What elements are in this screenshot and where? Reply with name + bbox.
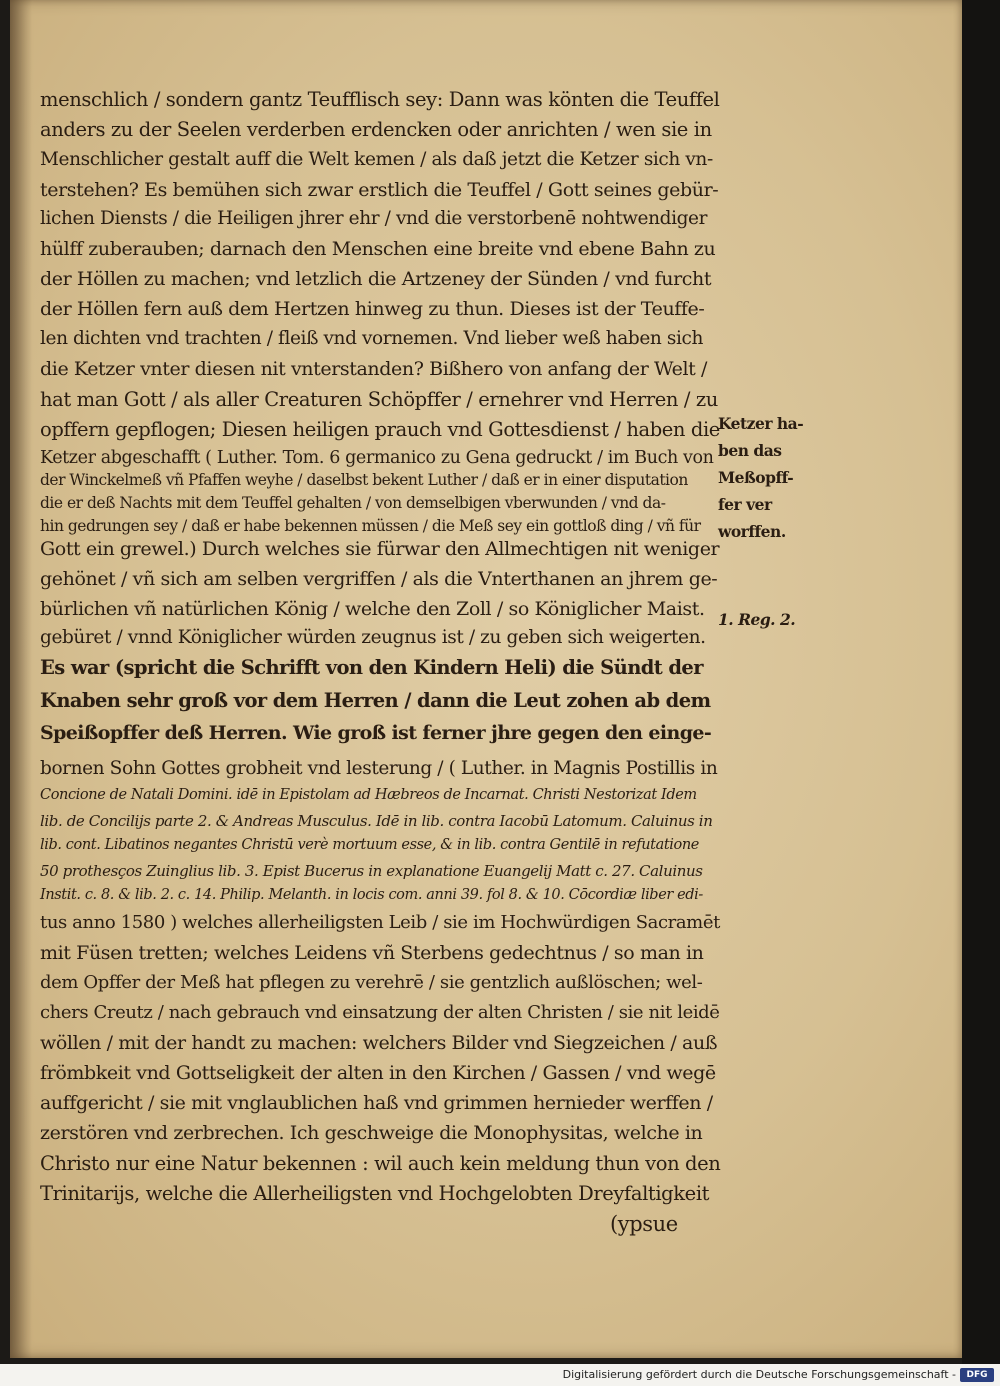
text-line: tus anno 1580 ) welches allerheiligsten Leib / sie im Hochwürdigen Sacramēt xyxy=(40,912,720,933)
text-line: der Höllen zu machen; vnd letzlich die Artzeney der Sünden / vnd furcht xyxy=(40,268,712,290)
text-line: dem Opffer der Meß hat pflegen zu verehrē / sie gentzlich außlöschen; wel- xyxy=(40,972,703,993)
margin-note-line: ben das xyxy=(718,441,782,460)
catchword: (ypsue xyxy=(610,1212,678,1236)
text-line: Ketzer abgeschafft ( Luther. Tom. 6 germanico zu Gena gedruckt / im Buch von xyxy=(40,448,714,468)
citation-line: der Winckelmeß vñ Pfaffen weyhe / daselbst bekent Luther / daß er in einer disputation xyxy=(40,471,688,489)
margin-note-line: Ketzer ha- xyxy=(718,414,804,433)
text-line: hülff zuberauben; darnach den Menschen eine breite vnd ebene Bahn zu xyxy=(40,238,716,260)
text-line: die Ketzer vnter diesen nit vnterstanden? Bißhero von anfang der Welt / xyxy=(40,358,708,380)
text-line: Menschlicher gestalt auff die Welt kemen / als daß jetzt die Ketzer sich vn- xyxy=(40,149,713,170)
text-line: hat man Gott / als aller Creaturen Schöpffer / ernehrer vnd Herren / zu xyxy=(40,388,718,411)
text-line: Trinitarijs, welche die Allerheiligsten vnd Hochgelobten Dreyfaltigkeit xyxy=(40,1182,710,1205)
dfg-logo-icon: DFG xyxy=(960,1368,994,1382)
text-line: gehönet / vñ sich am selben vergriffen / als die Vnterthanen an jhrem ge- xyxy=(40,568,718,590)
text-line: opffern gepflogen; Diesen heiligen prauch vnd Gottesdienst / haben die xyxy=(40,418,720,441)
latin-citation-line: lib. cont. Libatinos negantes Christū verè mortuum esse, & in lib. contra Gentilē in refutatione xyxy=(40,837,699,853)
citation-line: hin gedrungen sey / daß er habe bekennen müssen / die Meß sey ein gottloß ding / vñ für xyxy=(40,517,701,535)
text-line: len dichten vnd trachten / fleiß vnd vornemen. Vnd lieber weß haben sich xyxy=(40,328,703,349)
text-line: mit Füsen tretten; welches Leidens vñ Sterbens gedechtnus / so man in xyxy=(40,942,704,964)
text-line: frömbkeit vnd Gottseligkeit der alten in den Kirchen / Gassen / vnd wegē xyxy=(40,1062,716,1084)
text-line: wöllen / mit der handt zu machen: welchers Bilder vnd Siegzeichen / auß xyxy=(40,1032,718,1054)
book-page xyxy=(10,0,962,1358)
margin-note-line: worffen. xyxy=(718,522,786,541)
text-line: chers Creutz / nach gebrauch vnd einsatzung der alten Christen / sie nit leidē xyxy=(40,1002,720,1023)
margin-note-reg: 1. Reg. 2. xyxy=(718,610,796,629)
text-line: menschlich / sondern gantz Teufflisch sey: Dann was könten die Teuffel xyxy=(40,88,720,111)
text-line: gebüret / vnnd Königlicher würden zeugnus ist / zu geben sich weigerten. xyxy=(40,627,706,648)
text-line: terstehen? Es bemühen sich zwar erstlich die Teuffel / Gott seines gebür- xyxy=(40,179,719,201)
scripture-quote-line: Speißopffer deß Herren. Wie groß ist ferner jhre gegen den einge- xyxy=(40,722,712,744)
text-line: bürlichen vñ natürlichen König / welche den Zoll / so Königlicher Maist. xyxy=(40,598,705,620)
margin-note-line: Meßopff- xyxy=(718,468,794,487)
text-line: auffgericht / sie mit vnglaublichen haß vnd grimmen hernieder werffen / xyxy=(40,1092,713,1114)
funding-credit: Digitalisierung gefördert durch die Deutsche Forschungsgemeinschaft - xyxy=(562,1368,956,1381)
scripture-quote-line: Knaben sehr groß vor dem Herren / dann die Leut zohen ab dem xyxy=(40,689,711,712)
text-line: der Höllen fern auß dem Hertzen hinweg zu thun. Dieses ist der Teuffe- xyxy=(40,298,705,320)
text-line: anders zu der Seelen verderben erdencken oder anrichten / wen sie in xyxy=(40,118,712,141)
margin-note-line: fer ver xyxy=(718,495,772,514)
text-line: bornen Sohn Gottes grobheit vnd lesterung / ( Luther. in Magnis Postillis in xyxy=(40,758,718,779)
text-line: Gott ein grewel.) Durch welches sie fürwar den Allmechtigen nit weniger xyxy=(40,538,720,560)
latin-citation-line: lib. de Concilijs parte 2. & Andreas Musculus. Idē in lib. contra Iacobū Latomum. Caluinus in xyxy=(40,812,713,830)
latin-citation-line: 50 prothesços Zuinglius lib. 3. Epist Bucerus in explanatione Euangelij Matt c. 27. Caluinus xyxy=(40,862,703,880)
citation-line: die er deß Nachts mit dem Teuffel gehalten / von demselbigen vberwunden / vnd da- xyxy=(40,494,666,512)
text-line: Christo nur eine Natur bekennen : wil auch kein meldung thun von den xyxy=(40,1152,721,1175)
margin-note-ketzer xyxy=(718,410,802,545)
text-line: lichen Diensts / die Heiligen jhrer ehr / vnd die verstorbenē nohtwendiger xyxy=(40,208,708,229)
text-line: zerstören vnd zerbrechen. Ich geschweige die Monophysitas, welche in xyxy=(40,1122,703,1144)
footer-bar xyxy=(0,1364,1000,1386)
scan-edge xyxy=(962,0,1000,1364)
scripture-quote-line: Es war (spricht die Schrifft von den Kindern Heli) die Sündt der xyxy=(40,656,703,679)
latin-citation-line: Instit. c. 8. & lib. 2. c. 14. Philip. Melanth. in locis com. anni 39. fol 8. & 10. Cōcordiæ liber edi- xyxy=(40,887,703,903)
latin-citation-line: Concione de Natali Domini. idē in Epistolam ad Hæbreos de Incarnat. Christi Nestorizat Idem xyxy=(40,787,697,803)
